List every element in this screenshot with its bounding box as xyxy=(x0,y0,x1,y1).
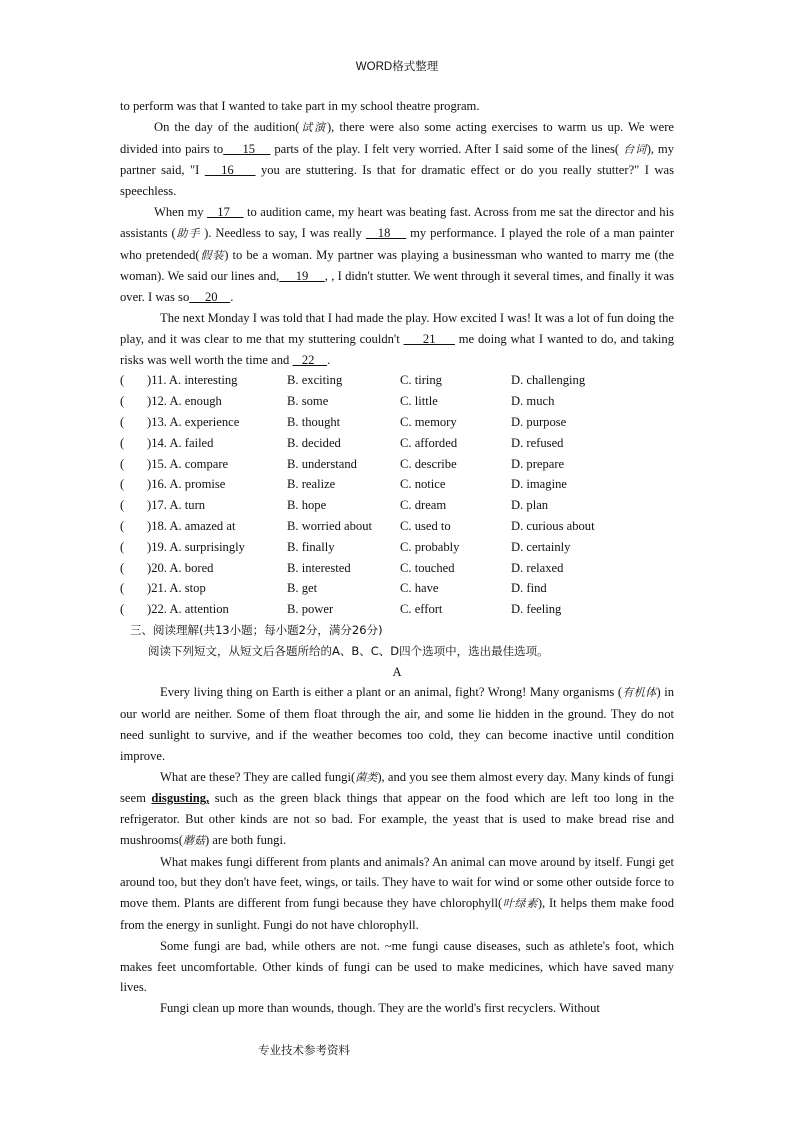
option-c: C. effort xyxy=(400,602,443,617)
passage-label: A xyxy=(392,664,402,679)
option-c: C. describe xyxy=(400,456,457,471)
passage-paragraph: Every living thing on Earth is either a plant or an animal, fight? Wrong! Many organisms (有机体) in our world are neither. Some of them float through the air, and some lie hidden in the ground. They do not need sunlight to survive, and if the weather becomes too cold, they can become inactive until condition improve. xyxy=(120,685,675,763)
option-d: D. find xyxy=(511,581,547,596)
option-c: C. probably xyxy=(400,539,460,554)
option-row[interactable] xyxy=(120,370,674,391)
option-d: D. much xyxy=(511,394,555,409)
option-a: )20. A. bored xyxy=(147,560,214,575)
answer-paren: ( xyxy=(120,581,125,596)
answer-paren: ( xyxy=(120,498,125,513)
blank-21[interactable]: 21 xyxy=(403,331,455,346)
option-d: D. imagine xyxy=(511,477,567,492)
option-c: C. touched xyxy=(400,560,455,575)
option-row[interactable] xyxy=(120,599,674,620)
blank-20[interactable]: 20 xyxy=(189,290,231,305)
option-d: D. challenging xyxy=(511,373,586,388)
option-row[interactable] xyxy=(120,558,674,579)
document-body xyxy=(120,96,674,1019)
option-a: )18. A. amazed at xyxy=(147,518,236,533)
option-b: B. hope xyxy=(287,498,327,513)
option-c: C. dream xyxy=(400,498,447,513)
option-a: )17. A. turn xyxy=(147,498,206,513)
answer-paren: ( xyxy=(120,394,125,409)
option-d: D. relaxed xyxy=(511,560,564,575)
option-d: D. curious about xyxy=(511,518,595,533)
passage-paragraph: What are these? They are called fungi(菌类), and you see them almost every day. Many kinds of fungi seem disgusting, such as the green black things that appear on the food which are left too long in the refrigerator. But other kinds are not so bad. For example, the yeast that is used to make bread rise and mushrooms(蘑菇) are both fungi. xyxy=(120,769,674,847)
option-c: C. afforded xyxy=(400,435,458,450)
answer-paren: ( xyxy=(120,477,125,492)
options-list xyxy=(120,370,674,620)
option-c: C. memory xyxy=(400,414,457,429)
option-a: )12. A. enough xyxy=(147,394,222,409)
option-a: )21. A. stop xyxy=(147,581,206,596)
blank-19[interactable]: 19 xyxy=(279,269,325,284)
option-a: )11. A. interesting xyxy=(147,373,238,388)
option-b: B. decided xyxy=(287,435,341,450)
option-row[interactable] xyxy=(120,495,674,516)
option-a: )13. A. experience xyxy=(147,414,240,429)
section-instruction: 阅读下列短文，从短文后各题所给的A、B、C、D四个选项中，选出最佳选项。 xyxy=(148,643,549,658)
option-row[interactable] xyxy=(120,516,674,537)
option-a: )16. A. promise xyxy=(147,477,226,492)
option-row[interactable] xyxy=(120,454,674,475)
option-b: B. exciting xyxy=(287,373,343,388)
answer-paren: ( xyxy=(120,435,125,450)
blank-22[interactable]: 22 xyxy=(292,352,328,367)
option-b: B. get xyxy=(287,581,318,596)
option-row[interactable] xyxy=(120,412,674,433)
blank-16[interactable]: 16 xyxy=(204,163,256,178)
option-b: B. realize xyxy=(287,477,336,492)
answer-paren: ( xyxy=(120,456,125,471)
passage-paragraph: Some fungi are bad, while others are not. ~me fungi cause diseases, such as athlete's foot, which makes feet uncomfortable. Other kinds of fungi can be used to make medicines, which have saved many lives. xyxy=(120,938,674,995)
passage-paragraph: The next Monday I was told that I had made the play. How excited I was! It was a lot of fun doing the play, and it was clear to me that my stuttering couldn't 21 me doing what I wanted to do, and taking risks was well worth the time and 22 . xyxy=(120,310,674,367)
option-c: C. have xyxy=(400,581,439,596)
passage-paragraph: Fungi clean up more than wounds, though. They are the world's first recyclers. Without xyxy=(160,1001,600,1016)
option-a: )19. A. surprisingly xyxy=(147,539,245,554)
page-header: WORD格式整理 xyxy=(355,61,439,73)
option-row[interactable] xyxy=(120,433,674,454)
section-heading: 三、阅读理解(共13小题；每小题2分，满分26分) xyxy=(130,622,383,637)
option-d: D. refused xyxy=(511,435,564,450)
option-d: D. feeling xyxy=(511,602,562,617)
answer-paren: ( xyxy=(120,518,125,533)
option-b: B. finally xyxy=(287,539,335,554)
option-a: )14. A. failed xyxy=(147,435,214,450)
passage-paragraph: When my 17 to audition came, my heart was beating fast. Across from me sat the director and his assistants (助手 ). Needless to say, I was really 18 my performance. I played the role of a man painter who pretended(假装) to be a woman. My partner was playing a businessman who wanted to marry me (the woman). We said our lines and, 19 , , I didn't stutter. We went through it several times, and finally it was over. I was so 20 . xyxy=(120,204,675,305)
option-d: D. plan xyxy=(511,498,549,513)
blank-15[interactable]: 15 xyxy=(223,141,271,156)
option-row[interactable] xyxy=(120,537,674,558)
option-d: D. certainly xyxy=(511,539,571,554)
passage-paragraph: What makes fungi different from plants and animals? An animal can move around by itself. Fungi get around too, but they don't have feet, wings, or tails. They have to wait for wind or some other outside force to move them. Plants are different from fungi because they have chlorophyll(叶绿素), It helps them make food from the energy in sunlight. Fungi do not have chlorophyll. xyxy=(120,854,674,933)
page-footer: 专业技术参考资料 xyxy=(258,1045,350,1057)
answer-paren: ( xyxy=(120,560,125,575)
passage-paragraph: On the day of the audition(试演), there were also some acting exercises to warm us up. We were divided into pairs to 15 parts of the play. I felt very worried. After I said some of the lines( 台词), my partner said, "I 16 you are stuttering. Is that for dramatic effect or do you really stutter?" I was speechless. xyxy=(120,119,674,199)
option-d: D. purpose xyxy=(511,414,567,429)
answer-paren: ( xyxy=(120,373,125,388)
option-b: B. thought xyxy=(287,414,341,429)
option-a: )22. A. attention xyxy=(147,602,229,617)
option-b: B. interested xyxy=(287,560,351,575)
answer-paren: ( xyxy=(120,539,125,554)
option-row[interactable] xyxy=(120,578,674,599)
option-c: C. little xyxy=(400,394,438,409)
option-row[interactable] xyxy=(120,391,674,412)
option-c: C. notice xyxy=(400,477,446,492)
option-a: )15. A. compare xyxy=(147,456,229,471)
highlighted-word: disgusting, xyxy=(151,791,210,806)
answer-paren: ( xyxy=(120,414,125,429)
answer-paren: ( xyxy=(120,602,125,617)
option-b: B. some xyxy=(287,394,329,409)
option-c: C. tiring xyxy=(400,373,442,388)
option-row[interactable] xyxy=(120,474,674,495)
option-b: B. understand xyxy=(287,456,357,471)
passage-paragraph: to perform was that I wanted to take part in my school theatre program. xyxy=(120,99,480,113)
option-c: C. used to xyxy=(400,518,451,533)
blank-17[interactable]: 17 xyxy=(207,204,244,219)
option-b: B. power xyxy=(287,602,334,617)
option-b: B. worried about xyxy=(287,518,372,533)
blank-18[interactable]: 18 xyxy=(365,225,407,240)
option-d: D. prepare xyxy=(511,456,565,471)
